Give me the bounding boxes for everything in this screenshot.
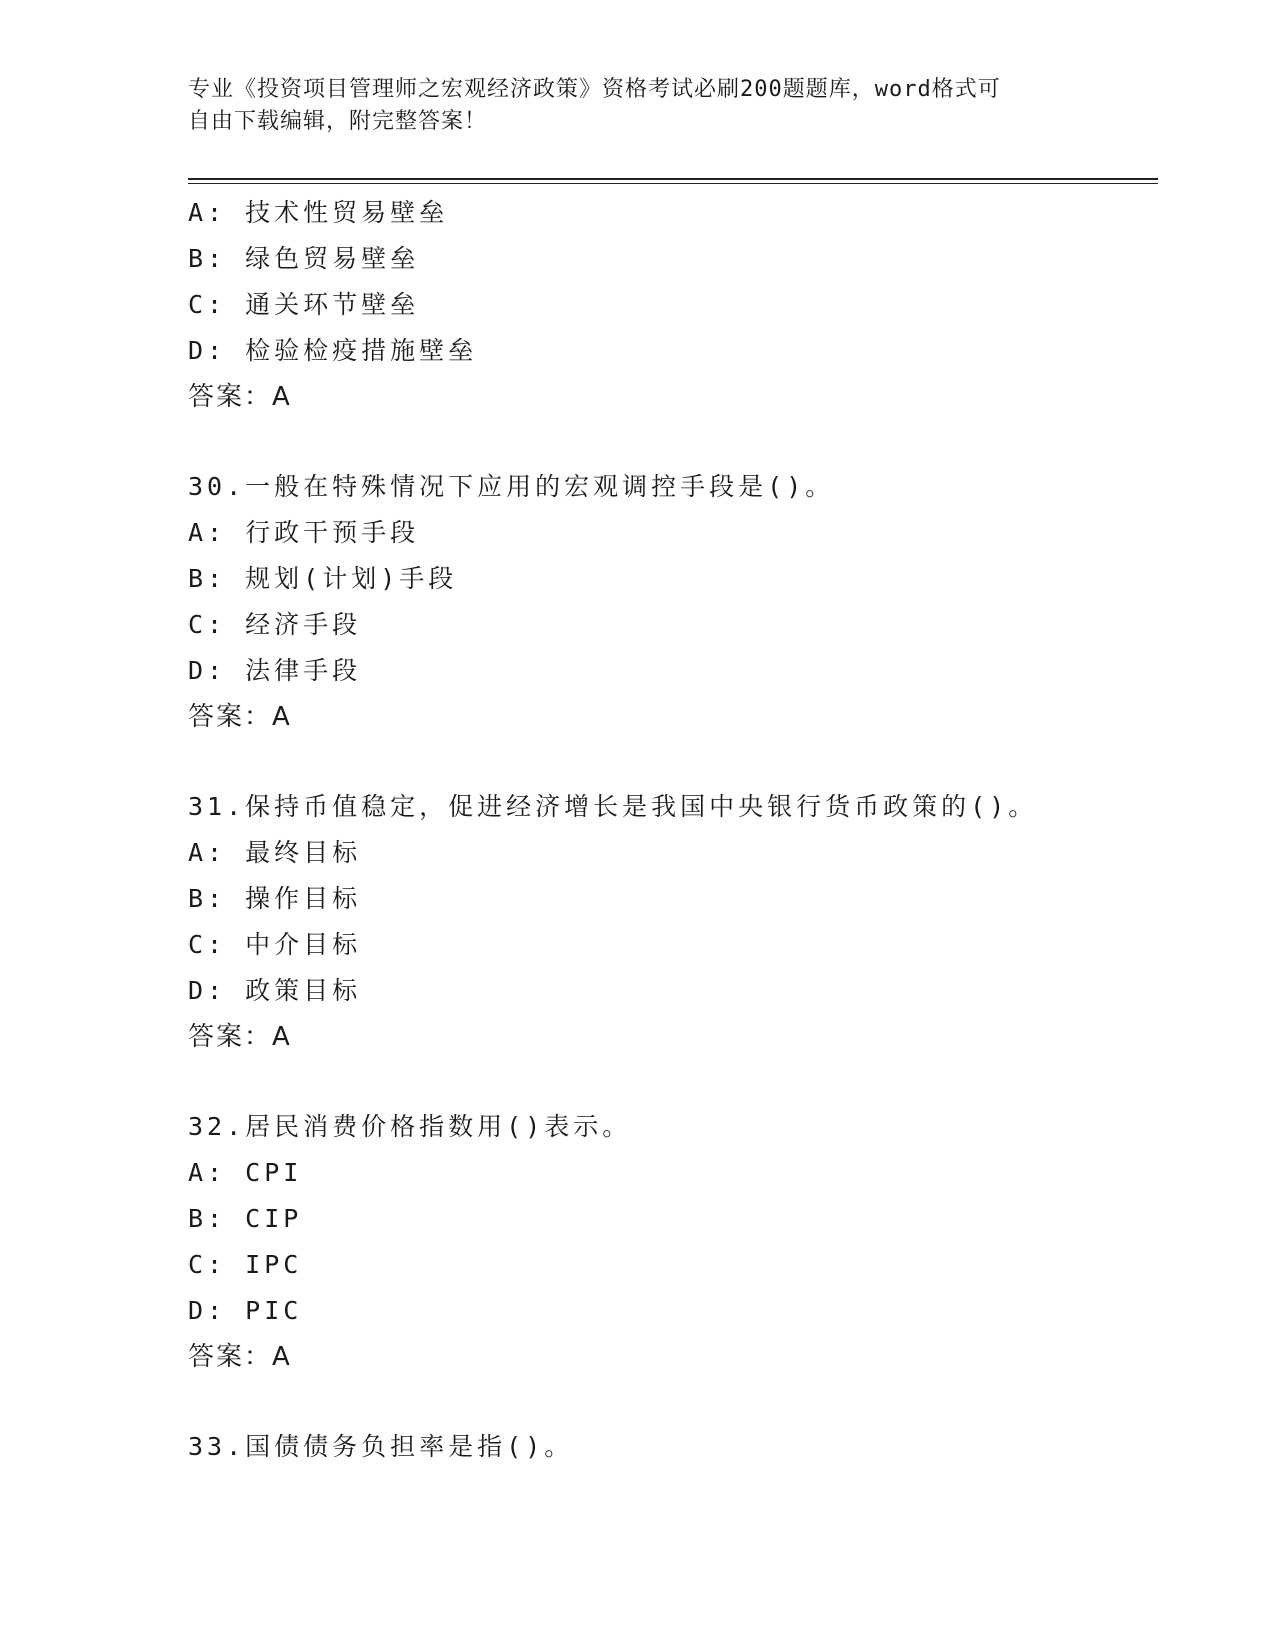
answer: 答案：A [188, 382, 292, 412]
option-d: D: 法律手段 [188, 656, 362, 685]
answer: 答案：A [188, 702, 292, 732]
question-text: 30.一般在特殊情况下应用的宏观调控手段是()。 [188, 472, 835, 501]
option-c: C: IPC [188, 1250, 303, 1279]
question-text: 32.居民消费价格指数用()表示。 [188, 1112, 632, 1141]
option-b: B: CIP [188, 1204, 303, 1233]
header-divider [188, 178, 1158, 184]
question-33-block [188, 1424, 1148, 1470]
option-d: D: PIC [188, 1296, 303, 1325]
option-b: B: 操作目标 [188, 884, 362, 913]
question-text: 33.国债债务负担率是指()。 [188, 1432, 574, 1461]
option-d: D: 检验检疫措施壁垒 [188, 336, 478, 365]
question-30-block [188, 464, 1148, 740]
answer: 答案：A [188, 1342, 292, 1372]
option-a: A: 技术性贸易壁垒 [188, 198, 449, 227]
question-29-block [188, 190, 1148, 420]
question-31-block [188, 784, 1148, 1060]
answer: 答案：A [188, 1022, 292, 1052]
option-c: C: 经济手段 [188, 610, 362, 639]
option-d: D: 政策目标 [188, 976, 362, 1005]
option-a: A: 行政干预手段 [188, 518, 420, 547]
question-list [188, 190, 1148, 1470]
option-b: B: 规划(计划)手段 [188, 564, 458, 593]
option-c: C: 通关环节壁垒 [188, 290, 420, 319]
question-text: 31.保持币值稳定，促进经济增长是我国中央银行货币政策的()。 [188, 792, 1038, 821]
document-header [188, 74, 1088, 138]
option-b: B: 绿色贸易壁垒 [188, 244, 420, 273]
option-a: A: CPI [188, 1158, 303, 1187]
question-32-block [188, 1104, 1148, 1380]
header-line-2: 自由下载编辑，附完整答案！ [188, 109, 488, 134]
header-line-1: 专业《投资项目管理师之宏观经济政策》资格考试必刷200题题库，word格式可 [188, 77, 1001, 102]
option-c: C: 中介目标 [188, 930, 362, 959]
option-a: A: 最终目标 [188, 838, 362, 867]
